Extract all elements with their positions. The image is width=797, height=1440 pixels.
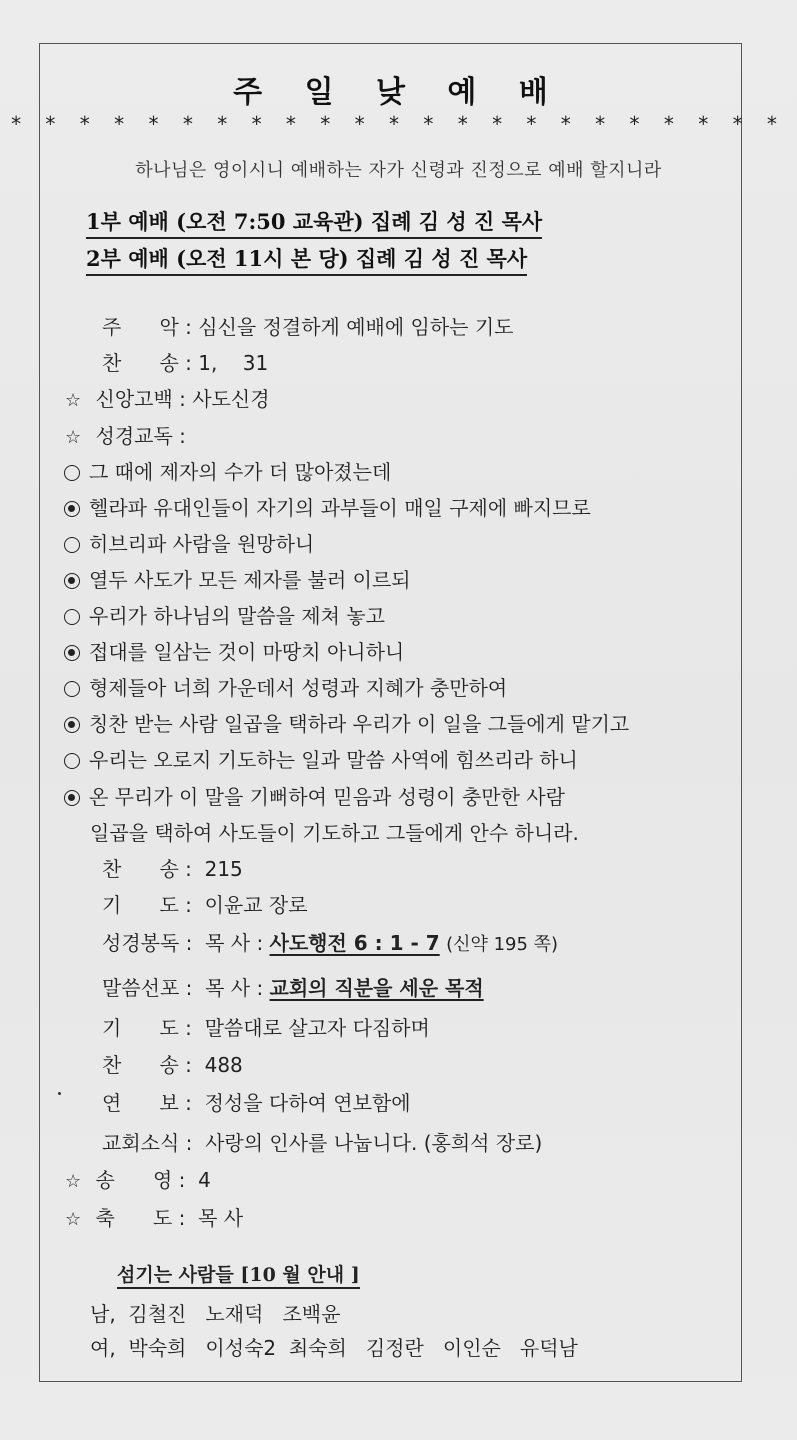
sermon-prefix: : 목 사 : xyxy=(185,976,264,1000)
creed-value: : 사도신경 xyxy=(179,387,270,411)
hymn2-value: : 215 xyxy=(185,857,243,881)
prayer2-label: 기 도 xyxy=(102,1016,179,1040)
stray-mark xyxy=(58,1092,61,1095)
open-circle-icon xyxy=(64,681,80,697)
prelude-label: 주 악 xyxy=(102,315,179,339)
news-row xyxy=(102,1127,542,1156)
prayer2-row xyxy=(102,1012,430,1041)
hymn1-label: 찬 송 xyxy=(102,351,179,375)
sermon-row xyxy=(102,972,484,1001)
doxology-row xyxy=(65,1164,211,1193)
hymn3-label: 찬 송 xyxy=(102,1053,179,1077)
reading-line: 히브리파 사람을 원망하니 xyxy=(64,528,314,557)
creed-row xyxy=(65,383,270,412)
ushers-heading: 섬기는 사람들 [10 월 안내 ] xyxy=(117,1260,360,1289)
theme-verse: 하나님은 영이시니 예배하는 자가 신령과 진정으로 예배 할지니라 xyxy=(135,160,662,181)
reading-line: 형제들아 너희 가운데서 성령과 지혜가 충만하여 xyxy=(64,672,507,701)
star-divider: * * * * * * * * * * * * * * * * * * * * * * * xyxy=(11,112,786,136)
star-outline-icon: ☆ xyxy=(65,390,82,411)
star-outline-icon: ☆ xyxy=(65,1171,82,1192)
ushers-men: 남, 김철진 노재덕 조백윤 xyxy=(90,1302,341,1326)
benediction-row xyxy=(65,1202,243,1231)
hymn1-value: : 1, 31 xyxy=(185,351,269,375)
reading-line: 우리는 오로지 기도하는 일과 말씀 사역에 힘쓰리라 하니 xyxy=(64,744,578,773)
scripture-prefix: : 목 사 : xyxy=(185,931,264,955)
sermon-title: 교회의 직분을 세운 목적 xyxy=(269,976,484,1000)
reading-line: 접대를 일삼는 것이 마땅치 아니하니 xyxy=(64,636,404,665)
sermon-label: 말씀선포 xyxy=(102,976,180,1000)
doxology-label: 송 영 xyxy=(95,1168,173,1192)
prayer2-value: : 말씀대로 살고자 다짐하며 xyxy=(185,1016,430,1040)
reading-line-continued: 일곱을 택하여 사도들이 기도하고 그들에게 안수 하니라. xyxy=(90,821,579,845)
reading-value: : xyxy=(179,424,186,448)
open-circle-icon xyxy=(64,465,80,481)
news-label: 교회소식 xyxy=(102,1131,180,1155)
scripture-reference: 사도행전 6 : 1 - 7 xyxy=(269,931,440,955)
reading-line: 그 때에 제자의 수가 더 많아졌는데 xyxy=(64,456,391,485)
creed-label: 신앙고백 xyxy=(95,387,173,411)
service-second: 2부 예배 (오전 11시 본 당) 집례 김 성 진 목사 xyxy=(86,243,527,276)
reading-row xyxy=(65,420,186,449)
hymn2-label: 찬 송 xyxy=(102,857,179,881)
prelude-value: : 심신을 정결하게 예배에 임하는 기도 xyxy=(185,315,514,339)
open-circle-icon xyxy=(64,609,80,625)
reading-line: 온 무리가 이 말을 기뻐하여 믿음과 성령이 충만한 사람 xyxy=(64,781,565,810)
ushers-women: 여, 박숙희 이성숙2 최숙희 김정란 이인순 유덕남 xyxy=(90,1336,578,1360)
page-title: 주 일 낮 예 배 xyxy=(233,75,564,110)
doxology-value: : 4 xyxy=(178,1168,211,1192)
offering-row xyxy=(102,1087,411,1116)
scripture-page: (신약 195 쪽) xyxy=(446,934,559,955)
scripture-label: 성경봉독 xyxy=(102,931,180,955)
hymn1-row xyxy=(102,347,268,376)
hymn2-row xyxy=(102,853,243,882)
reading-line: 칭찬 받는 사람 일곱을 택하라 우리가 이 일을 그들에게 맡기고 xyxy=(64,708,629,737)
hymn3-value: : 488 xyxy=(185,1053,243,1077)
open-circle-icon xyxy=(64,753,80,769)
benediction-label: 축 도 xyxy=(95,1206,173,1230)
open-circle-icon xyxy=(64,537,80,553)
reading-line: 우리가 하나님의 말씀을 제쳐 놓고 xyxy=(64,600,385,629)
filled-circle-icon xyxy=(64,501,80,517)
star-outline-icon: ☆ xyxy=(65,1209,82,1230)
offering-value: : 정성을 다하여 연보함에 xyxy=(185,1091,411,1115)
reading-line: 헬라파 유대인들이 자기의 과부들이 매일 구제에 빠지므로 xyxy=(64,492,591,521)
hymn3-row xyxy=(102,1049,243,1078)
star-outline-icon: ☆ xyxy=(65,427,82,448)
service-first: 1부 예배 (오전 7:50 교육관) 집례 김 성 진 목사 xyxy=(86,206,542,239)
benediction-value: : 목 사 xyxy=(178,1206,244,1230)
prayer-row xyxy=(102,889,308,918)
scripture-row xyxy=(102,927,558,956)
reading-line: 열두 사도가 모든 제자를 불러 이르되 xyxy=(64,564,411,593)
news-value: : 사랑의 인사를 나눕니다. (홍희석 장로) xyxy=(185,1131,543,1155)
prayer-label: 기 도 xyxy=(102,893,179,917)
prelude-row xyxy=(102,311,513,340)
filled-circle-icon xyxy=(64,717,80,733)
offering-label: 연 보 xyxy=(102,1091,179,1115)
filled-circle-icon xyxy=(64,790,80,806)
reading-label: 성경교독 xyxy=(95,424,173,448)
filled-circle-icon xyxy=(64,573,80,589)
filled-circle-icon xyxy=(64,645,80,661)
prayer-value: : 이윤교 장로 xyxy=(185,893,308,917)
